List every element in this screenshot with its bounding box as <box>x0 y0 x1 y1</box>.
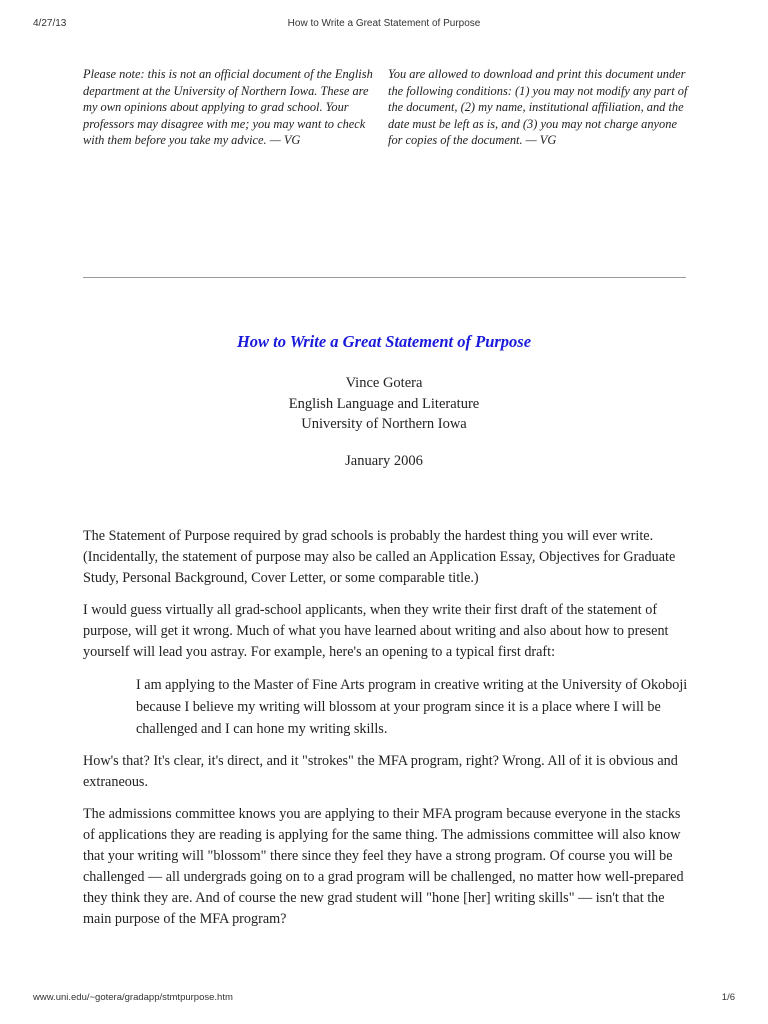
print-title: How to Write a Great Statement of Purpose <box>287 18 481 29</box>
author-university: University of Northern Iowa <box>301 416 467 432</box>
paragraph: How's that? It's clear, it's direct, and it "strokes" the MFA program, right? Wrong. All of it is obvious and extraneous. <box>83 753 678 790</box>
paragraph: The Statement of Purpose required by grad schools is probably the hardest thing you will ever write. (Incidentally, the statement of purpose may also be called an Application Essay, Objectives for Graduate Study, Personal Background, Cover Letter, or some comparable title.) <box>83 528 676 586</box>
example-quote: I am applying to the Master of Fine Arts program in creative writing at the University of Okoboji because I believe my writing will blossom at your program since it is a place where I will be challenged and I can hone my writing skills. <box>136 677 688 737</box>
article-title[interactable]: How to Write a Great Statement of Purpose <box>236 332 532 351</box>
page-url: www.uni.edu/~gotera/gradapp/stmtpurpose.htm <box>33 992 233 1003</box>
disclaimer-note: Please note: this is not an official document of the English department at the University of Northern Iowa. These are my own opinions about applying to grad school. Your professors may disagree with me; you may want to check with them before you take my advice. — VG <box>83 67 373 148</box>
author-name: Vince Gotera <box>345 375 423 391</box>
horizontal-divider <box>83 277 686 278</box>
print-header <box>33 18 735 32</box>
byline <box>0 373 768 435</box>
author-department: English Language and Literature <box>288 395 480 412</box>
article-body <box>83 526 691 941</box>
page-number: 1/6 <box>721 992 735 1003</box>
print-date: 4/27/13 <box>33 18 67 29</box>
paragraph: The admissions committee knows you are applying to their MFA program because everyone in the stacks of applications they are reading is applying for the same thing. The admissions committee will also know that your writing will "blossom" there since they feel they have a strong program. Of course you will be challenged — all undergrads going on to a grad program will be challenged, no matter how well-prepared they think they are. And of course the new grad student will "hone [her] writing skills" — isn't that the main purpose of the MFA program? <box>83 806 684 927</box>
paragraph: I would guess virtually all grad-school applicants, when they write their first draft of the statement of purpose, will get it wrong. Much of what you have learned about writing and also about how to present yourself will lead you astray. For example, here's an opening to a typical first draft: <box>83 602 669 660</box>
usage-conditions-note: You are allowed to download and print this document under the following conditions: (1) you may not modify any part of the document, (2) my name, institutional affiliation, and the date must be left as is, and (3) you may not charge anyone for copies of the document. — VG <box>388 67 688 148</box>
publication-date: January 2006 <box>345 453 423 469</box>
